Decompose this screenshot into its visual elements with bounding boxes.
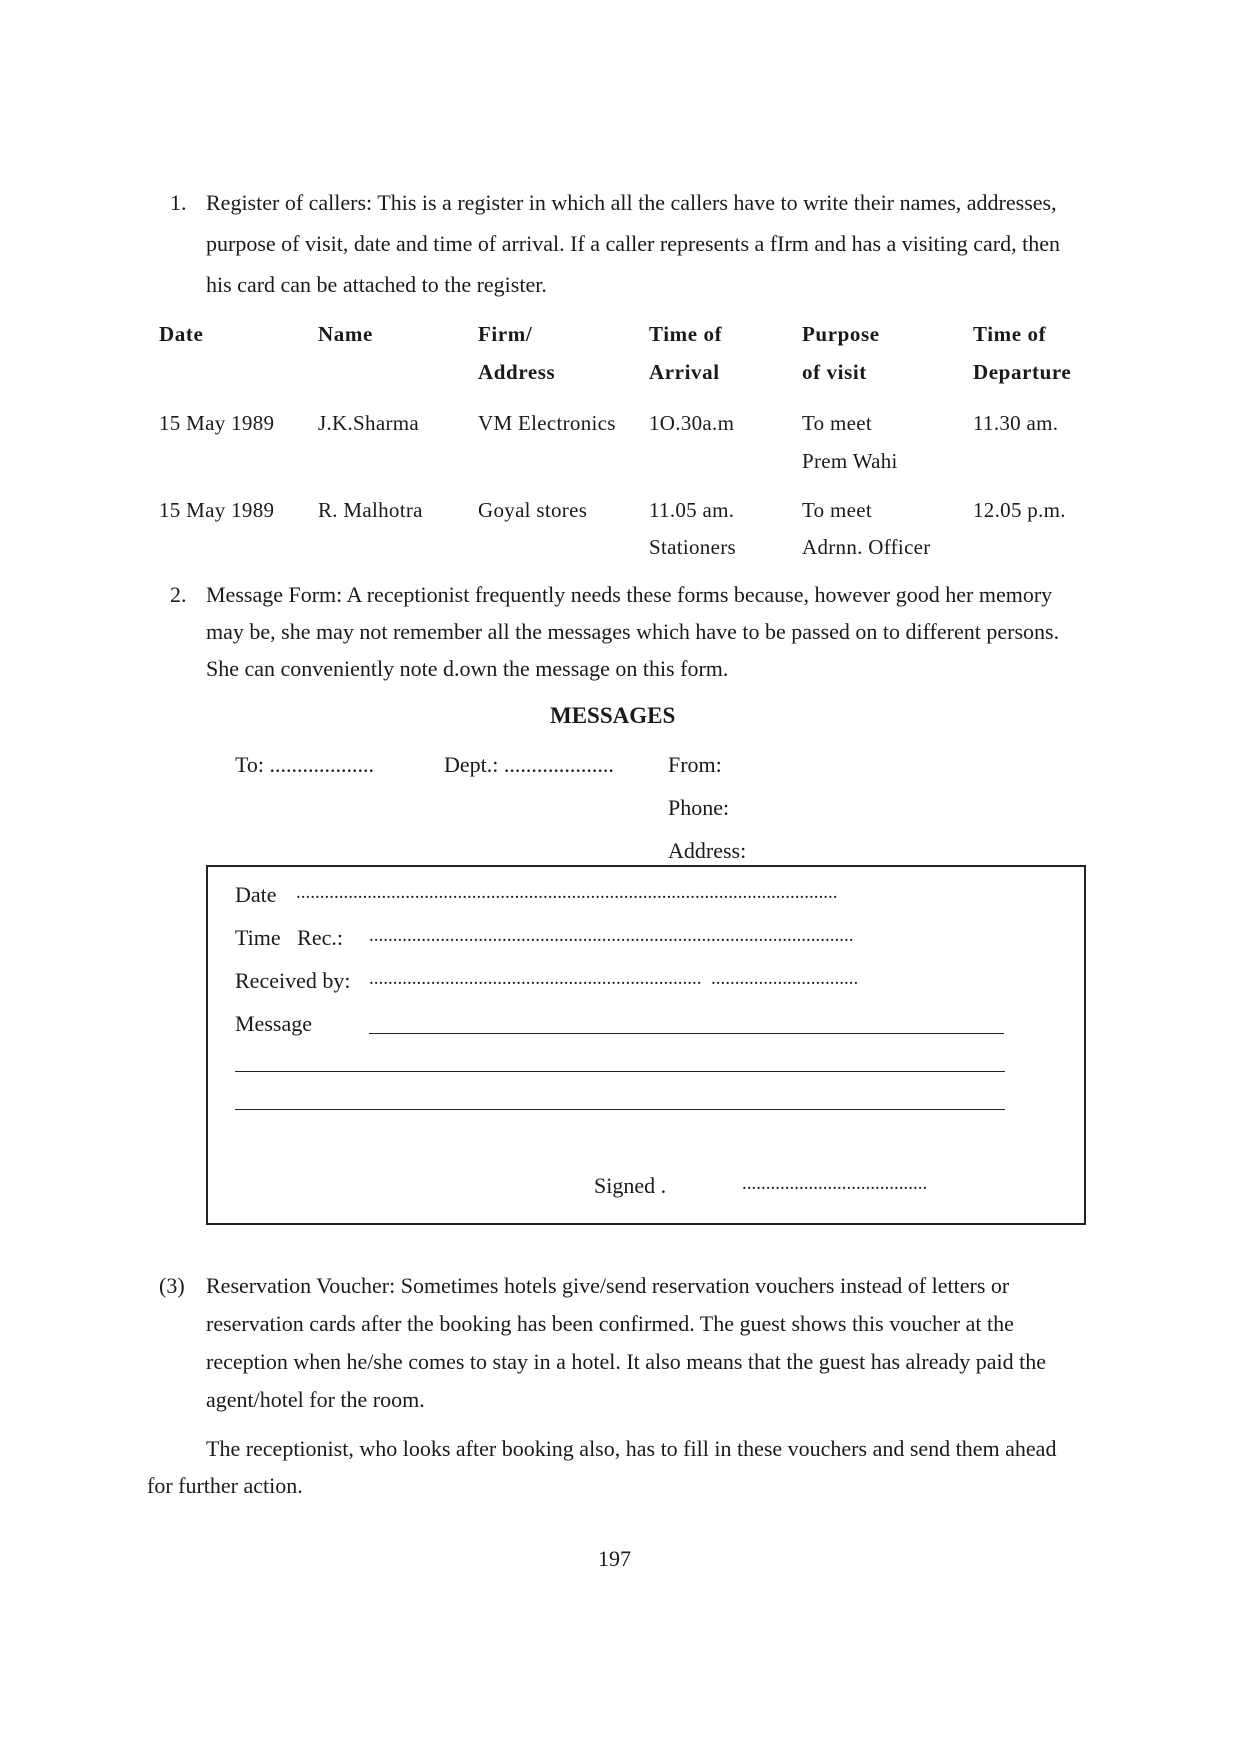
date-dotted-line: .................................................................................................................. xyxy=(296,882,838,903)
closing-paragraph-line: for further action. xyxy=(147,1473,303,1498)
cell-arrival: 1O.30a.m xyxy=(649,411,735,435)
dept-field: Dept.: .................... xyxy=(444,752,614,777)
from-label: From: xyxy=(668,752,722,777)
messages-title: MESSAGES xyxy=(550,703,676,728)
paragraph-line: Message Form: A receptionist frequently needs these forms because, however good her memory xyxy=(206,582,1053,607)
cell-purpose-2: Prem Wahi xyxy=(802,449,898,473)
message-form-box xyxy=(206,865,1086,1225)
cell-purpose-2: Adrnn. Officer xyxy=(802,535,931,559)
cell-departure: 12.05 p.m. xyxy=(973,498,1066,522)
header-date: Date xyxy=(159,322,204,346)
cell-arrival: 11.05 am. xyxy=(649,498,735,522)
time-dotted-line: ...................................................................................................... xyxy=(369,925,854,946)
list-item-register-of-callers xyxy=(0,182,1240,312)
list-item-reservation-voucher xyxy=(0,1265,1240,1425)
paragraph-line: purpose of visit, date and time of arrival. If a caller represents a fIrm and has a visiting card, then xyxy=(206,231,1061,256)
signed-dotted-line: ....................................... xyxy=(742,1173,928,1194)
header-firm-2: Address xyxy=(478,360,556,384)
paragraph-line: She can conveniently note d.own the message on this form. xyxy=(206,656,729,681)
paragraph-line: his card can be attached to the register. xyxy=(206,272,547,297)
paragraph-line: reception when he/she comes to stay in a hotel. It also means that the guest has already paid the xyxy=(206,1349,1047,1374)
paragraph-line: agent/hotel for the room. xyxy=(206,1387,425,1412)
paragraph-line: reservation cards after the booking has been confirmed. The guest shows this voucher at the xyxy=(206,1311,1014,1336)
cell-date: 15 May 1989 xyxy=(159,498,275,522)
header-departure-2: Departure xyxy=(973,360,1072,384)
message-line xyxy=(235,1109,1005,1110)
address-label: Address: xyxy=(668,838,747,863)
cell-departure: 11.30 am. xyxy=(973,411,1059,435)
date-label: Date xyxy=(235,882,277,907)
cell-purpose: To meet xyxy=(802,411,873,435)
cell-name: R. Malhotra xyxy=(318,498,423,522)
paragraph-line: may be, she may not remember all the messages which have to be passed on to different persons. xyxy=(206,619,1060,644)
header-arrival: Time of xyxy=(649,322,723,346)
message-line xyxy=(235,1071,1005,1072)
time-received-label: Time Rec.: xyxy=(235,925,343,950)
paragraph-line: Register of callers: This is a register in which all the callers have to write their names, addresses, xyxy=(206,190,1057,215)
header-purpose-2: of visit xyxy=(802,360,867,384)
header-firm: Firm/ xyxy=(478,322,533,346)
header-name: Name xyxy=(318,322,373,346)
message-label: Message xyxy=(235,1011,312,1036)
cell-firm: Goyal stores xyxy=(478,498,588,522)
received-dotted-line: ...................................................................... ............................... xyxy=(369,968,859,989)
signed-label: Signed . xyxy=(594,1173,667,1198)
closing-paragraph-line: The receptionist, who looks after booking also, has to fill in these vouchers and send them ahead xyxy=(206,1436,1057,1461)
header-arrival-2: Arrival xyxy=(649,360,720,384)
to-field: To: ................... xyxy=(235,752,375,777)
cell-date: 15 May 1989 xyxy=(159,411,275,435)
page-number: 197 xyxy=(598,1546,631,1571)
message-line xyxy=(369,1033,1004,1034)
cell-arrival-2: Stationers xyxy=(649,535,736,559)
phone-label: Phone: xyxy=(668,795,730,820)
header-departure: Time of xyxy=(973,322,1047,346)
header-purpose: Purpose xyxy=(802,322,880,346)
paragraph-line: Reservation Voucher: Sometimes hotels give/send reservation vouchers instead of letters or xyxy=(206,1273,1010,1298)
cell-purpose: To meet xyxy=(802,498,873,522)
cell-firm: VM Electronics xyxy=(478,411,616,435)
item-number: 2. xyxy=(170,582,187,607)
cell-name: J.K.Sharma xyxy=(318,411,419,435)
received-by-label: Received by: xyxy=(235,968,351,993)
item-number: (3) xyxy=(159,1273,185,1298)
item-number: 1. xyxy=(170,190,187,215)
list-item-message-form xyxy=(0,574,1240,689)
